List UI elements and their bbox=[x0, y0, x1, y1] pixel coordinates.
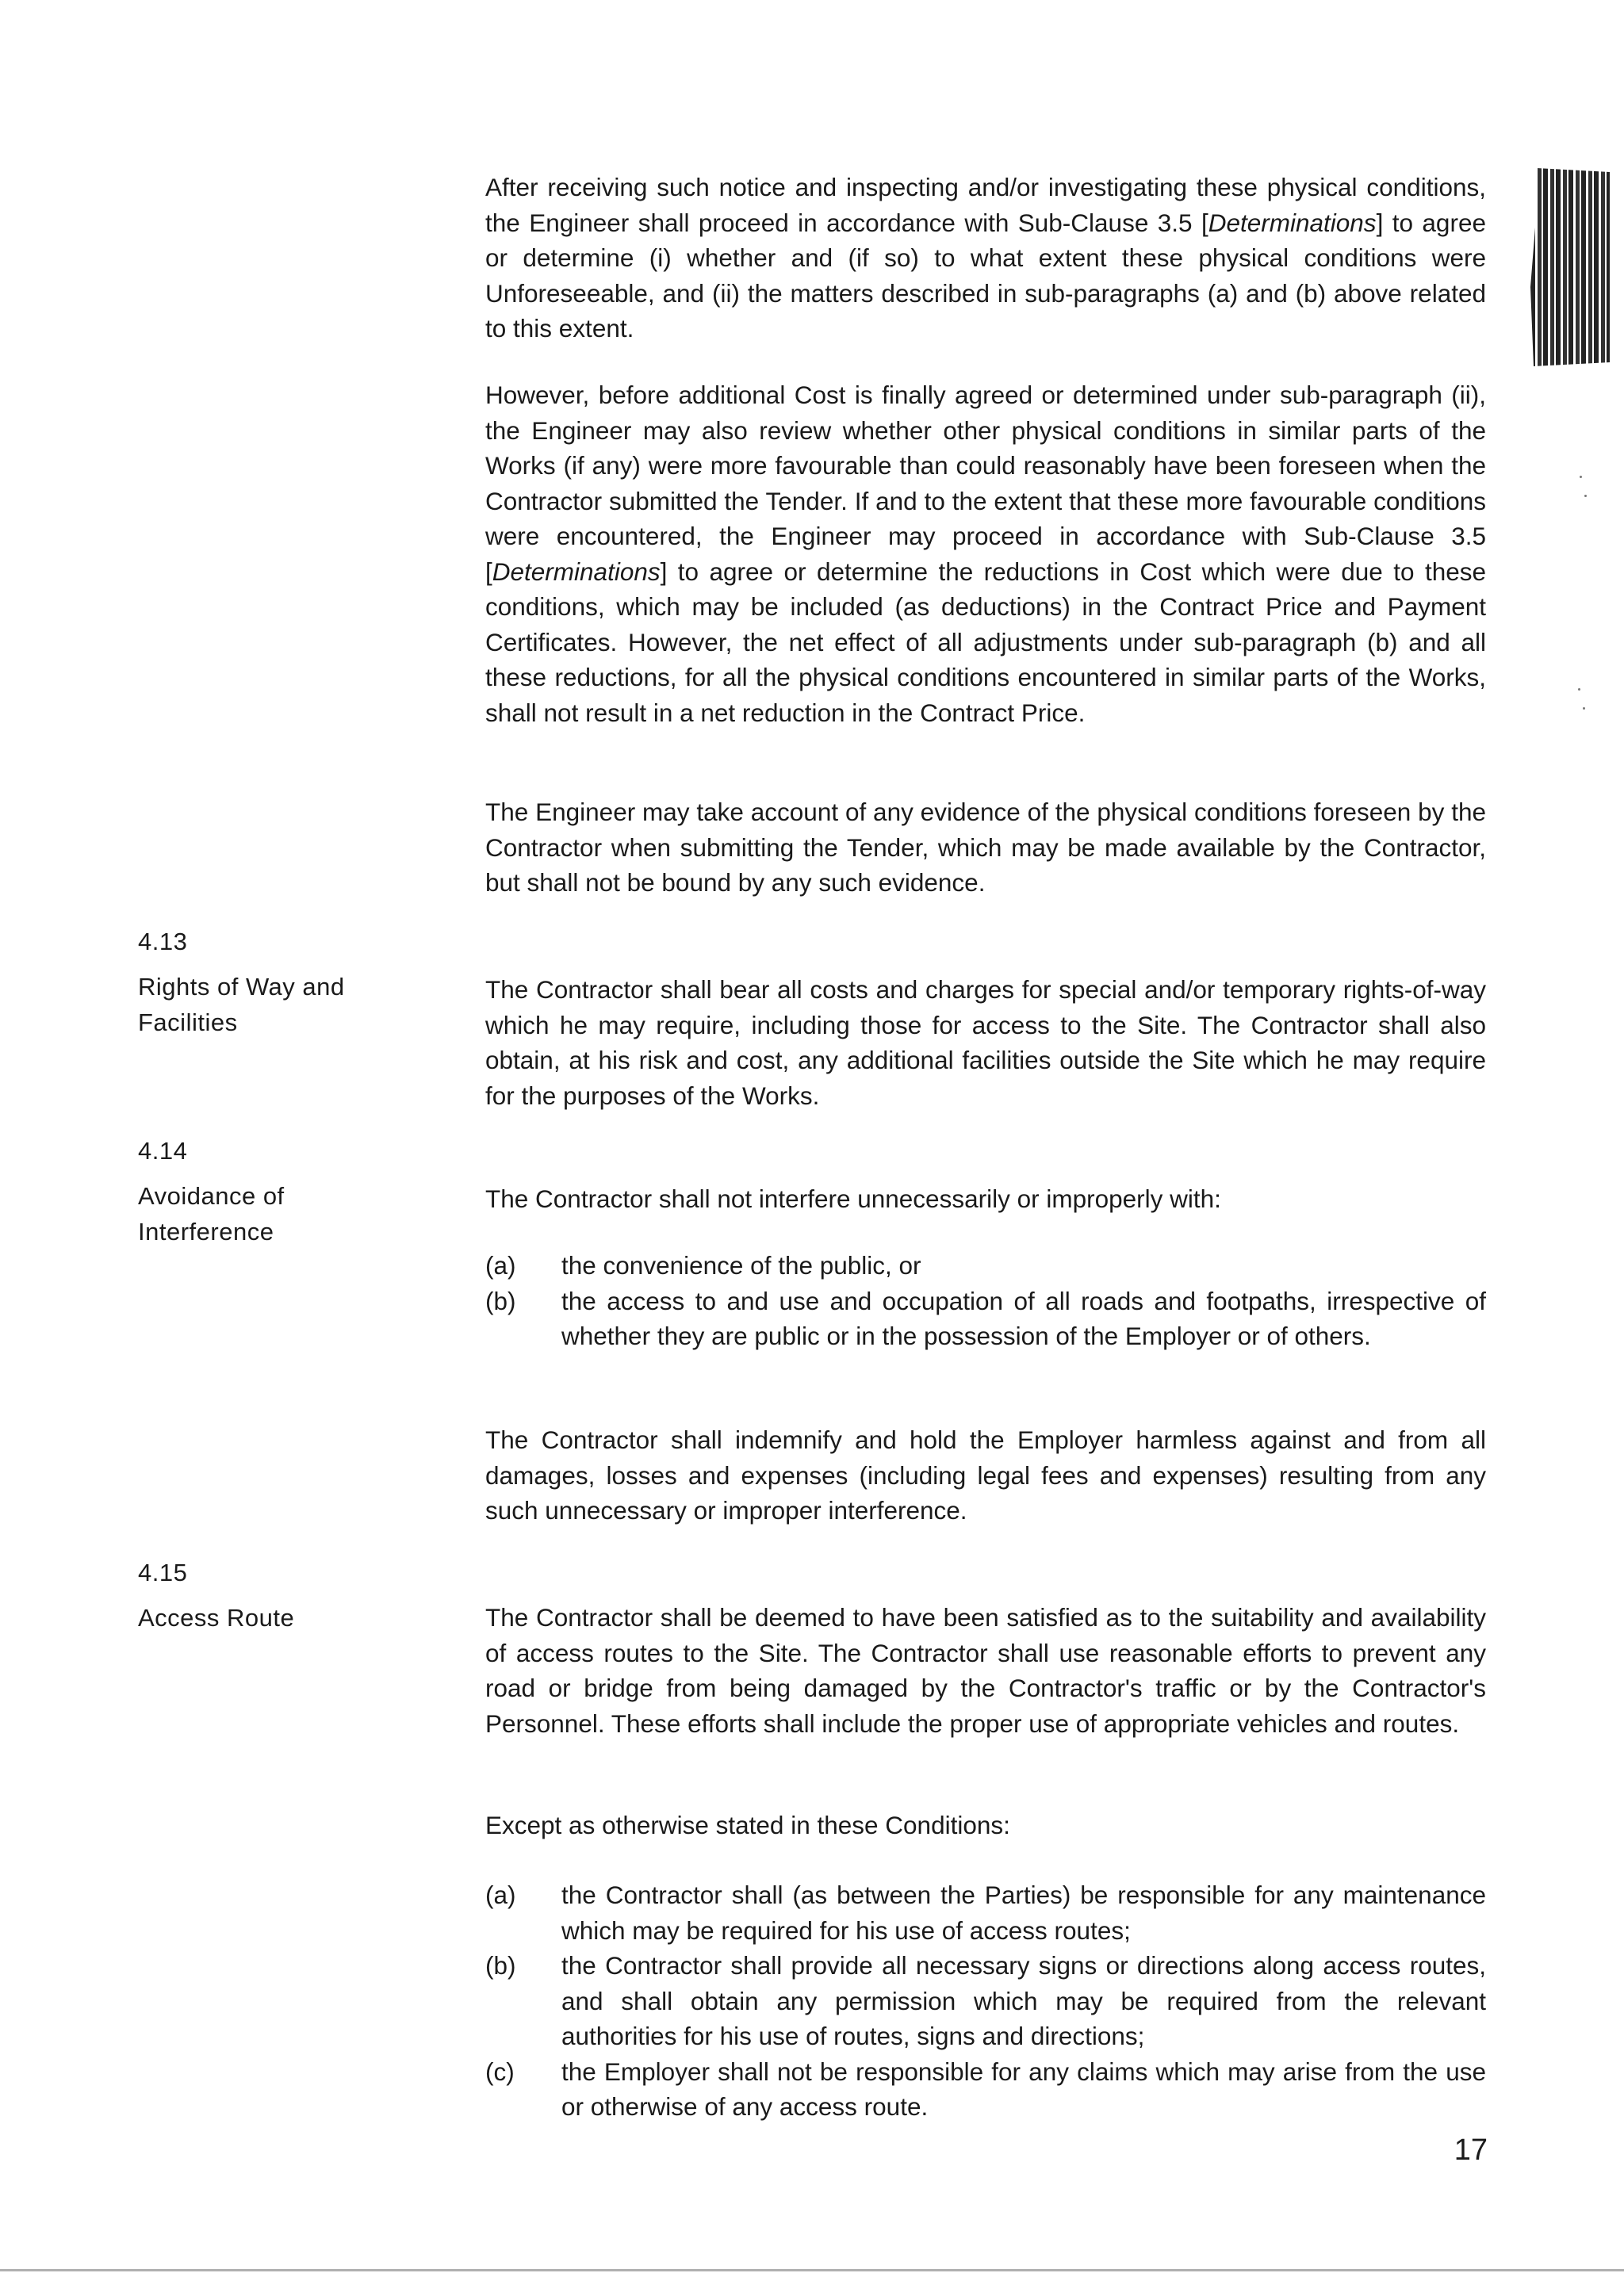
list-item-label: (a) bbox=[485, 1251, 516, 1280]
list-item-label: (c) bbox=[485, 2057, 515, 2086]
list-item bbox=[485, 1948, 1486, 2054]
thumb-index-tab bbox=[1530, 168, 1610, 366]
list-item bbox=[485, 1877, 1486, 1948]
clause-4-14-text-2: The Contractor shall indemnify and hold the Employer harmless against and from all damages, losses and expenses (including legal fees and expenses) resulting from any such unnecessary or improper interference. bbox=[485, 1425, 1486, 1525]
bottom-edge-rule bbox=[0, 2269, 1624, 2271]
clause-4-13-paragraph bbox=[485, 972, 1486, 1113]
scan-speck bbox=[1584, 495, 1587, 497]
list-item-text: the Contractor shall (as between the Parties) be responsible for any maintenance which may be required for his use of access routes; bbox=[561, 1881, 1486, 1945]
list-item bbox=[485, 1248, 1486, 1284]
intro-paragraph-1 bbox=[485, 170, 1486, 346]
intro-p2-text: However, before additional Cost is finally agreed or determined under sub-paragraph (ii), the Engineer may also review whether other physical conditions in similar parts of the Works (if any) were more favourable than could reasonably have been foreseen when the Contractor submitted the Tender. If and to the extent that these more favourable conditions were encountered, the Engineer may proceed in accordance with Sub-Clause 3.5 [Determinations] to agree or determine the reductions in Cost which were due to these conditions, which may be included (as deductions) in the Contract Price and Payment Certificates. However, the net effect of all adjustments under sub-paragraph (b) and all these reductions, for all the physical conditions encountered in similar parts of the Works, shall not result in a net reduction in the Contract Price. bbox=[485, 381, 1486, 727]
clause-4-15-paragraph-2 bbox=[485, 1808, 1486, 1843]
list-item-text: the access to and use and occupation of all roads and footpaths, irrespective of whether they are public or in the possession of the Employer or of others. bbox=[561, 1286, 1486, 1350]
clause-number-4-14: 4.14 bbox=[138, 1137, 188, 1165]
list-item-label: (b) bbox=[485, 1286, 516, 1315]
clause-4-15-text-1: The Contractor shall be deemed to have been satisfied as to the suitability and availability of access routes to the Site. The Contractor shall use reasonable efforts to prevent any road or bridge from being damaged by the Contractor's traffic or by the Contractor's Personnel. These efforts shall include the proper use of appropriate vehicles and routes. bbox=[485, 1603, 1486, 1738]
intro-paragraph-2 bbox=[485, 377, 1486, 730]
clause-4-14-list bbox=[485, 1248, 1486, 1354]
page-number: 17 bbox=[1454, 2133, 1488, 2167]
clause-4-13-text: The Contractor shall bear all costs and charges for special and/or temporary rights-of-way which he may require, including those for access to the Site. The Contractor shall also obtain, at his risk and cost, any additional facilities outside the Site which he may require for the purposes of the Works. bbox=[485, 975, 1486, 1110]
list-item-label: (b) bbox=[485, 1951, 516, 1980]
clause-title-4-14: Avoidance of Interference bbox=[138, 1182, 285, 1246]
italic-term: Determinations bbox=[1208, 208, 1377, 237]
list-item-text: the Contractor shall provide all necessary signs or directions along access routes, and shall obtain any permission which may be required from the relevant authorities for his use of routes, signs and directions; bbox=[561, 1951, 1486, 2050]
clause-4-14-paragraph-1 bbox=[485, 1181, 1486, 1217]
intro-p3-text: The Engineer may take account of any evidence of the physical conditions foreseen by the Contractor when submitting the Tender, which may be made available by the Contractor, but shall not be bound by any such evidence. bbox=[485, 798, 1486, 897]
clause-4-14-text-1: The Contractor shall not interfere unnecessarily or improperly with: bbox=[485, 1184, 1221, 1213]
list-item-text: the convenience of the public, or bbox=[561, 1251, 921, 1280]
scan-speck bbox=[1580, 476, 1582, 478]
clause-4-14-paragraph-2 bbox=[485, 1422, 1486, 1529]
clause-title-4-15: Access Route bbox=[138, 1604, 295, 1632]
scan-speck bbox=[1578, 688, 1580, 691]
list-item bbox=[485, 2054, 1486, 2125]
clause-4-15-paragraph-1 bbox=[485, 1600, 1486, 1741]
scan-speck bbox=[1583, 707, 1585, 710]
clause-number-4-13: 4.13 bbox=[138, 928, 188, 955]
clause-title-4-13: Rights of Way and Facilities bbox=[138, 973, 345, 1036]
italic-term: Determinations bbox=[492, 557, 661, 586]
list-item-label: (a) bbox=[485, 1881, 516, 1909]
list-item bbox=[485, 1284, 1486, 1354]
list-item-text: the Employer shall not be responsible for any claims which may arise from the use or otherwise of any access route. bbox=[561, 2057, 1486, 2121]
intro-paragraph-3 bbox=[485, 794, 1486, 901]
intro-p1-text: After receiving such notice and inspecting and/or investigating these physical conditions, the Engineer shall proceed in accordance with Sub-Clause 3.5 [Determinations] to agree or determine (i) whether and (if so) to what extent these physical conditions were Unforeseeable, and (ii) the matters described in sub-paragraphs (a) and (b) above related to this extent. bbox=[485, 173, 1486, 342]
clause-number-4-15: 4.15 bbox=[138, 1559, 188, 1586]
clause-4-15-text-2: Except as otherwise stated in these Conditions: bbox=[485, 1811, 1010, 1839]
clause-4-15-list bbox=[485, 1877, 1486, 2125]
